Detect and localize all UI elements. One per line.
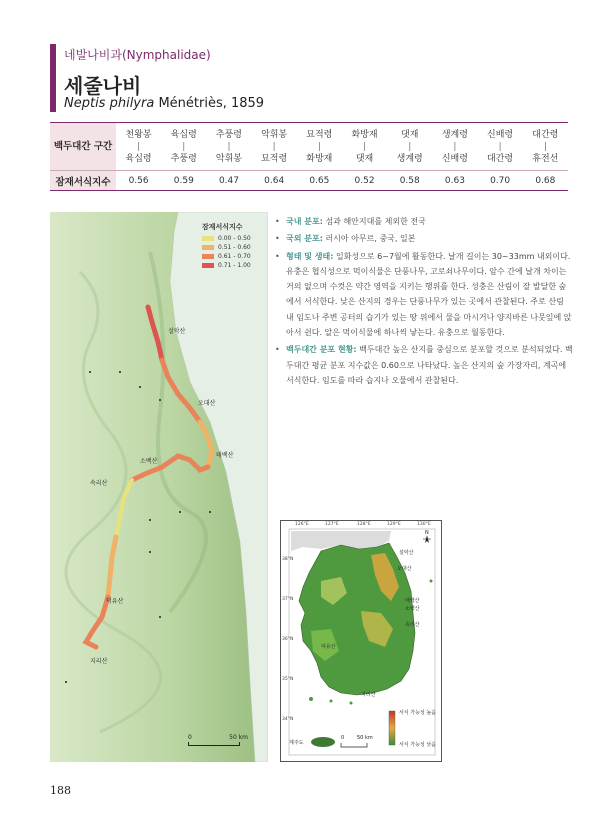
lon-label: 126°E: [295, 522, 309, 527]
r-scale-max: 50 km: [357, 735, 373, 741]
lat-label: 36°N: [282, 637, 294, 642]
scientific-name-italic: Neptis philyra: [64, 96, 155, 111]
table-cell: 악휘봉 | 묘적령: [252, 123, 297, 171]
bullet-ecology: • 형태 및 생태: 일화성으로 6~7월에 활동한다. 날개 길이는 30~33mm 내외이다. 유충은 협식성으로 먹이식물은 단풍나무, 고로쇠나무이다. 암수 간에 날개 차이는 거의 없으며 수컷은 약간 영역을 지키는 행위를 한다. 성충은 산림이 잘 발달한 숲에서 서식한다. 낮은 산지의 경우는 단풍나무가 있는 곳에서 관찰된다. 주로 산림 내 임도나 주변 공터의 습기가 있는 땅 위에서 물을 마시거나 양지바른 나뭇잎에 앉아서 쉰다. 알은 먹이식물에 하나씩 낳는다. 유충으로 월동한다.: [274, 249, 574, 341]
table-cell: 육십령 | 추풍령: [161, 123, 206, 171]
habitat-index-table: [50, 122, 568, 191]
r-label-seorak: 설악산: [399, 550, 414, 556]
table-cell: 0.47: [206, 171, 251, 191]
label-seorak: 설악산: [168, 328, 186, 335]
legend-swatch: [202, 236, 214, 241]
table-cell: 0.64: [252, 171, 297, 191]
lon-label: 129°E: [387, 522, 401, 527]
bullet-domestic: • 국내 분포: 섬과 해안지대를 제외한 전국: [274, 214, 574, 229]
table-row: [50, 171, 568, 191]
lat-label: 37°N: [282, 597, 294, 602]
bullet-overseas: • 국외 분포: 러시아 아무르, 중국, 일본: [274, 231, 574, 246]
scientific-name: [64, 96, 264, 111]
table-cell: 천왕봉 | 육십령: [116, 123, 161, 171]
korea-habitat-map: [280, 520, 442, 762]
page-number: 188: [50, 784, 71, 797]
r-scale-zero: 0: [341, 735, 345, 741]
legend-item: 0.61 - 0.70: [202, 253, 251, 260]
label-taebaek: 태백산: [216, 452, 234, 459]
table-cell: 댓재 | 생계령: [387, 123, 432, 171]
r-label-sobaek: 소백산: [405, 606, 420, 612]
table-row: [50, 123, 568, 171]
r-label-odae: 오대산: [397, 566, 412, 572]
table-cell: 0.52: [342, 171, 387, 191]
habitat-legend: [202, 222, 251, 271]
table-cell: 0.68: [523, 171, 568, 191]
lat-label: 35°N: [282, 677, 294, 682]
row-header-index: 잠재서식지수: [50, 171, 116, 191]
table-cell: 생계령 | 신배령: [432, 123, 477, 171]
terrain-map-graphic: [50, 212, 268, 762]
species-description: [274, 214, 574, 390]
korea-map-graphic: [281, 521, 442, 762]
label-jiri: 지리산: [90, 658, 108, 665]
lon-label: 130°E: [417, 522, 431, 527]
table-cell: 0.70: [478, 171, 523, 191]
legend-title: 잠재서식지수: [202, 223, 243, 231]
label-deogyu: 덕유산: [106, 598, 124, 605]
scale-zero: 0: [188, 734, 192, 741]
baekdudaegan-habitat-map: [50, 212, 268, 762]
table-cell: 0.65: [297, 171, 342, 191]
north-arrow-label: N: [425, 530, 429, 536]
r-label-deogyu: 덕유산: [321, 644, 336, 650]
r-legend-high: 서식 가능성 높음: [399, 710, 436, 716]
table-cell: 대간령 | 휴전선: [523, 123, 568, 171]
family-name: 네발나비과(Nymphalidae): [64, 48, 211, 62]
label-songni: 속리산: [90, 480, 108, 487]
row-header-segment: 백두대간 구간: [50, 123, 116, 171]
table-cell: 0.58: [387, 171, 432, 191]
section-accent-bar: [50, 44, 56, 112]
lon-label: 127°E: [325, 522, 339, 527]
r-label-taebaek: 태백산: [405, 598, 420, 604]
lon-label: 128°E: [357, 522, 371, 527]
table-cell: 0.63: [432, 171, 477, 191]
table-cell: 화방재 | 댓재: [342, 123, 387, 171]
table-cell: 추풍령 | 악휘봉: [206, 123, 251, 171]
lat-label: 38°N: [282, 557, 294, 562]
author-year: Ménétriès, 1859: [158, 96, 265, 111]
legend-item: 0.51 - 0.60: [202, 244, 251, 251]
r-legend-low: 서식 가능성 낮음: [399, 742, 436, 748]
bullet-distribution: • 백두대간 분포 현황: 백두대간 높은 산지를 중심으로 분포할 것으로 분석되었다. 백두대간 평균 분포 지수값은 0.60으로 나타났다. 높은 산지의 숲 가장자리, 계곡에 서식한다. 임도를 따라 습지나 오물에서 관찰된다.: [274, 342, 574, 388]
legend-item: 0.71 - 1.00: [202, 262, 251, 269]
legend-swatch: [202, 263, 214, 268]
r-label-songni: 속리산: [405, 622, 420, 628]
table-cell: 0.59: [161, 171, 206, 191]
table-cell: 묘적령 | 화방재: [297, 123, 342, 171]
scale-max: 50 km: [229, 734, 248, 741]
scale-bar: [188, 734, 248, 746]
legend-item: 0.00 - 0.50: [202, 235, 251, 242]
table-cell: 신배령 | 대간령: [478, 123, 523, 171]
table-cell: 0.56: [116, 171, 161, 191]
legend-swatch: [202, 245, 214, 250]
legend-swatch: [202, 254, 214, 259]
label-sobaek: 소백산: [140, 458, 158, 465]
label-odae: 오대산: [198, 400, 216, 407]
r-label-jeju: 제주도: [289, 740, 304, 746]
species-title: 세줄나비: [64, 74, 142, 98]
r-label-jiri: 지리산: [361, 692, 376, 698]
lat-label: 34°N: [282, 717, 294, 722]
